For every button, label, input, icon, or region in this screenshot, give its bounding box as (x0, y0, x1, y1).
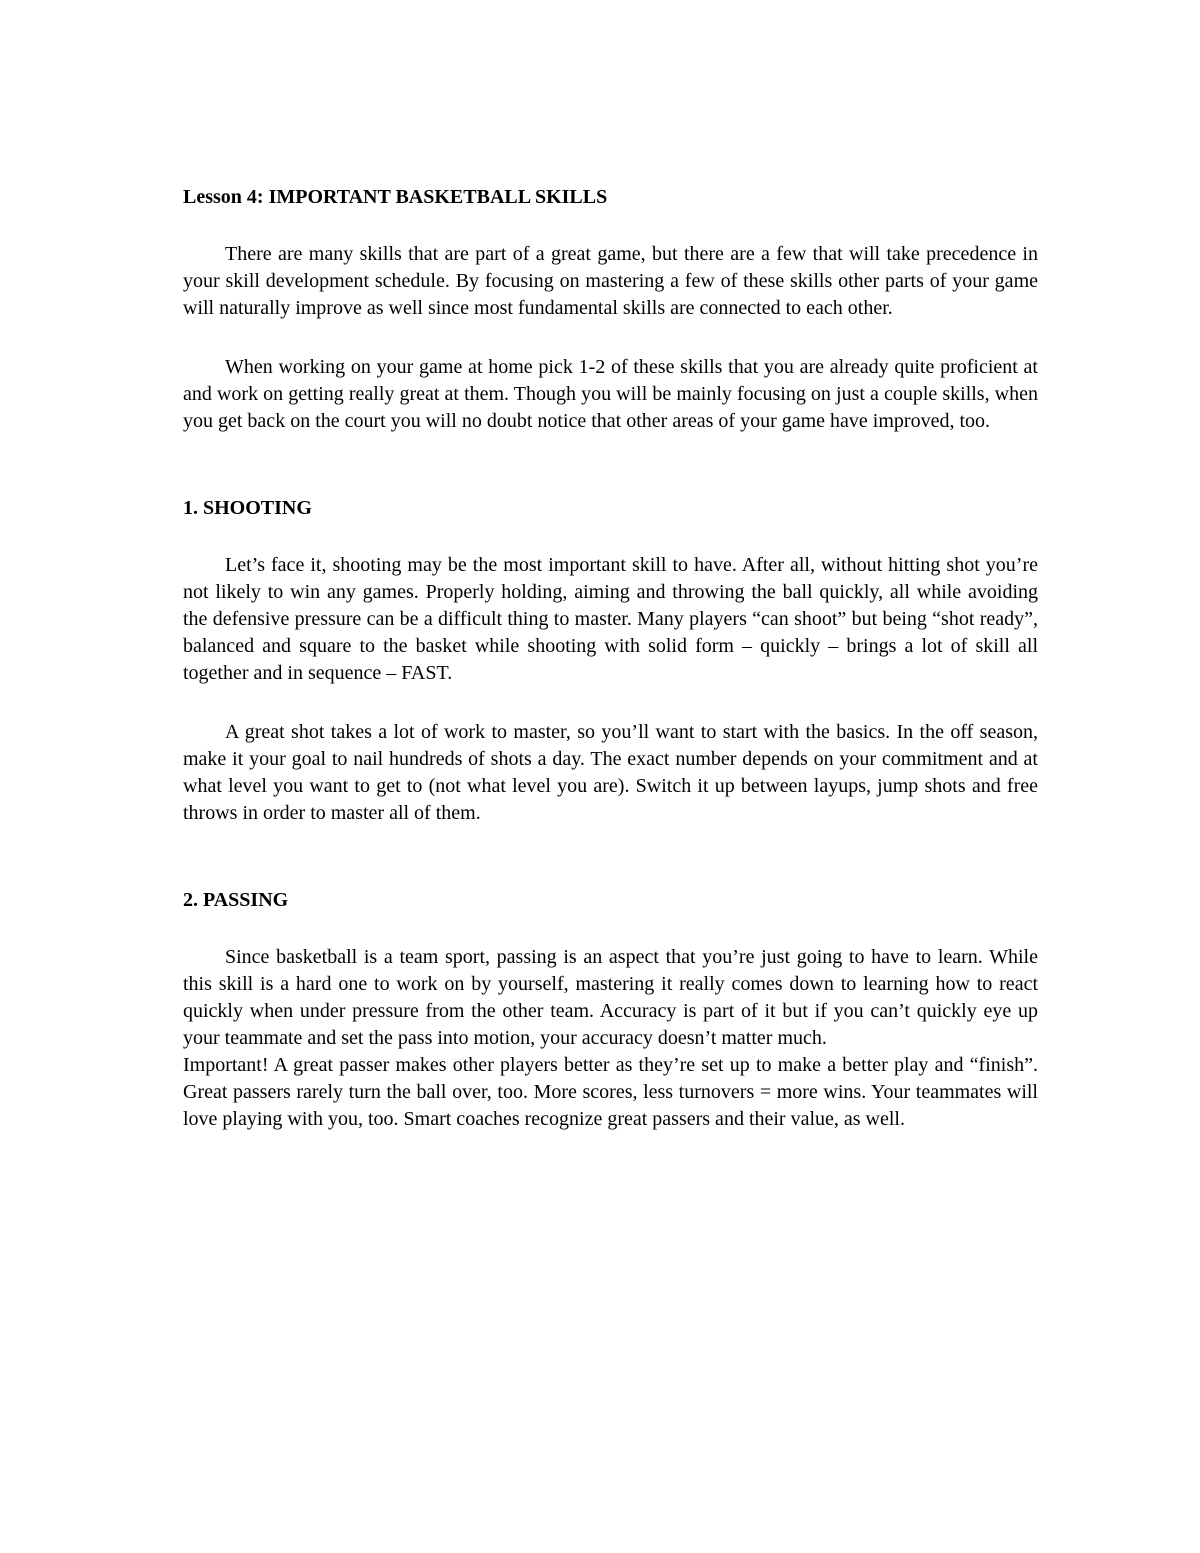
section-spacer (183, 827, 1038, 886)
intro-paragraph-1: There are many skills that are part of a great game, but there are a few that will take precedence in your skill development schedule. By focusing on mastering a few of these skills other parts of your game will naturally improve as well since most fundamental skills are connected to each other. (183, 243, 1038, 319)
passing-paragraph-1: Since basketball is a team sport, passing is an aspect that you’re just going to have to learn. While this skill is a hard one to work on by yourself, mastering it really comes down to learning how to react quickly when under pressure from the other team. Accuracy is part of it but if you can’t quickly eye up your teammate and set the pass into motion, your accuracy doesn’t matter much. (183, 946, 1038, 1049)
passing-paragraph-2: Important! A great passer makes other players better as they’re set up to make a better play and “finish”. Great passers rarely turn the ball over, too. More scores, less turnovers = more wins. Your teammates will love playing with you, too. Smart coaches recognize great passers and their value, as well. (183, 1054, 1038, 1130)
intro-paragraph-2: When working on your game at home pick 1-2 of these skills that you are already quite proficient at and work on getting really great at them. Though you will be mainly focusing on just a couple skills, when you get back on the court you will no doubt notice that other areas of your game have improved, too. (183, 356, 1038, 432)
section-spacer (183, 435, 1038, 494)
shooting-paragraph-1: Let’s face it, shooting may be the most important skill to have. After all, without hitting shot you’re not likely to win any games. Properly holding, aiming and throwing the ball quickly, all while avoiding the defensive pressure can be a difficult thing to master. Many players “can shoot” but being “shot ready”, balanced and square to the basket while shooting with solid form – quickly – brings a lot of skill all together and in sequence – FAST. (183, 554, 1038, 684)
lesson-title: Lesson 4: IMPORTANT BASKETBALL SKILLS (183, 186, 608, 208)
section-heading-shooting: 1. SHOOTING (183, 497, 312, 519)
document-page (183, 183, 1038, 1133)
section-heading-passing: 2. PASSING (183, 889, 289, 911)
shooting-paragraph-2: A great shot takes a lot of work to master, so you’ll want to start with the basics. In the off season, make it your goal to nail hundreds of shots a day. The exact number depends on your commitment and at what level you want to get to (not what level you are). Switch it up between layups, jump shots and free throws in order to master all of them. (183, 721, 1038, 824)
